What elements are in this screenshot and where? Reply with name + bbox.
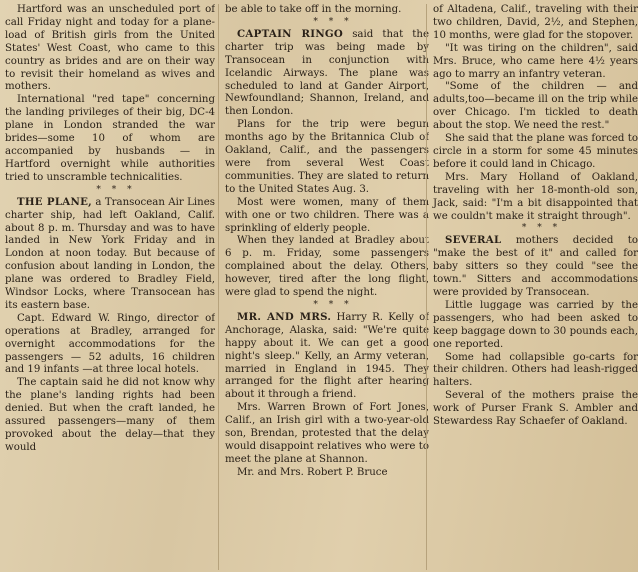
section-paragraph: [225, 311, 429, 402]
article-paragraph: Some had collapsible go-carts for their children. Others had leash-rigged halters.: [433, 351, 638, 389]
section-lead-in: SEVERAL: [445, 234, 502, 247]
article-paragraph-continued: be able to take off in the morning.: [225, 4, 402, 15]
article-paragraph: When they landed at Bradley about 6 p. m. Friday, some passengers complained about the delay. Others, however, tired after the long flight, were glad to spend the night.: [225, 235, 429, 299]
article-paragraph: "It was tiring on the children", said Mrs. Bruce, who came here 4½ years ago to marry an infantry veteran.: [433, 42, 638, 80]
article-paragraph: The captain said he did not know why the plane's landing rights had been denied. But when the craft landed, he assured passengers—many of them provoked about the delay—that they would: [5, 377, 215, 453]
article-column-3: [426, 4, 638, 570]
section-separator: * * *: [313, 299, 353, 310]
article-paragraph: Mrs. Mary Holland of Oakland, traveling with her 18-month-old son, Jack, said: "I'm a bit disappointed that we couldn't make it straight through".: [433, 171, 638, 222]
section-paragraph: [433, 234, 638, 300]
section-separator: * * *: [313, 16, 353, 27]
section-lead-in: MR. AND MRS.: [237, 310, 332, 323]
article-paragraph: International "red tape" concerning the landing privileges of their big, DC-4 plane in London stranded the war brides—some 10 of whom are accompanied by husbands — in Hartford overnight while authorities tried to unscramble technicalities.: [5, 94, 215, 183]
section-lead-in: THE PLANE,: [17, 195, 93, 208]
article-paragraph-continued: of Altadena, Calif., traveling with their two children, David, 2½, and Stephen, 10 months, were glad for the stopover.: [433, 4, 638, 41]
section-text: Harry R. Kelly of Anchorage, Alaska, said: "We're quite happy about it. We can get a good night's sleep." Kelly, an Army veteran, married in England in 1945. They arranged for the flight after hearing about it through a friend.: [225, 311, 429, 401]
section-separator: * * *: [521, 223, 562, 234]
article-paragraph: Hartford was an unscheduled port of call Friday night and today for a plane-load of British girls from the United States' West Coast, who came to this country as brides and are on their way to revisit their homeland as wives and mothers.: [5, 4, 215, 93]
article-column-2: [218, 4, 429, 570]
section-paragraph: [225, 28, 429, 119]
article-paragraph: Plans for the trip were begun months ago by the Britannica Club of Oakland, Calif., and the passengers were from several West Coast communities. They are slated to return to the United States Aug. 3.: [225, 119, 429, 195]
article-paragraph: Capt. Edward W. Ringo, director of operations at Bradley, arranged for overnight accommodations for the passengers — 52 adults, 16 children and 19 infants —at three local hotels.: [5, 312, 215, 376]
article-paragraph: Mrs. Warren Brown of Fort Jones, Calif., an Irish girl with a two-year-old son, Brendan, protested that the delay would disappoint relatives who were to meet the plane at Shannon.: [225, 402, 429, 465]
section-lead-in: CAPTAIN RINGO: [237, 27, 344, 40]
section-text: said that the charter trip was being made by Transocean in conjunction with Icelandic Airways. The plane was scheduled to land at Gander Airport, Newfoundland; Shannon, Ireland, and then London.: [225, 28, 429, 118]
article-paragraph: She said that the plane was forced to circle in a storm for some 45 minutes before it could land in Chicago.: [433, 133, 638, 170]
article-column-1: [5, 4, 215, 570]
section-separator: * * *: [96, 184, 136, 195]
article-paragraph: "Some of the children — and adults,too—became ill on the trip while over Chicago. I'm tickled to death about the stop. We need the rest.": [433, 81, 638, 132]
article-paragraph: Several of the mothers praise the work of Purser Frank S. Ambler and Stewardess Ray Schaefer of Oakland.: [433, 390, 638, 428]
article-paragraph: Little luggage was carried by the passengers, who had been asked to keep baggage down to 30 pounds each, one reported.: [433, 299, 638, 350]
section-text: a Transocean Air Lines charter ship, had left Oakland, Calif. about 8 p. m. Thursday and was to have landed in New York Friday and in London at noon today. But because of confusion about landing in London, the plane was ordered to Bradley Field, Windsor Locks, where Transocean has its eastern base.: [5, 196, 215, 311]
article-paragraph: Mr. and Mrs. Robert P. Bruce: [237, 466, 388, 478]
article-paragraph: Most were women, many of them with one or two children. There was a sprinkling of elderly people.: [225, 196, 429, 234]
section-text: mothers decided to "make the best of it" and called for baby sitters so they could "see the town." Sitters and accommodations were provided by Transocean.: [433, 235, 638, 299]
section-paragraph: [5, 196, 215, 313]
